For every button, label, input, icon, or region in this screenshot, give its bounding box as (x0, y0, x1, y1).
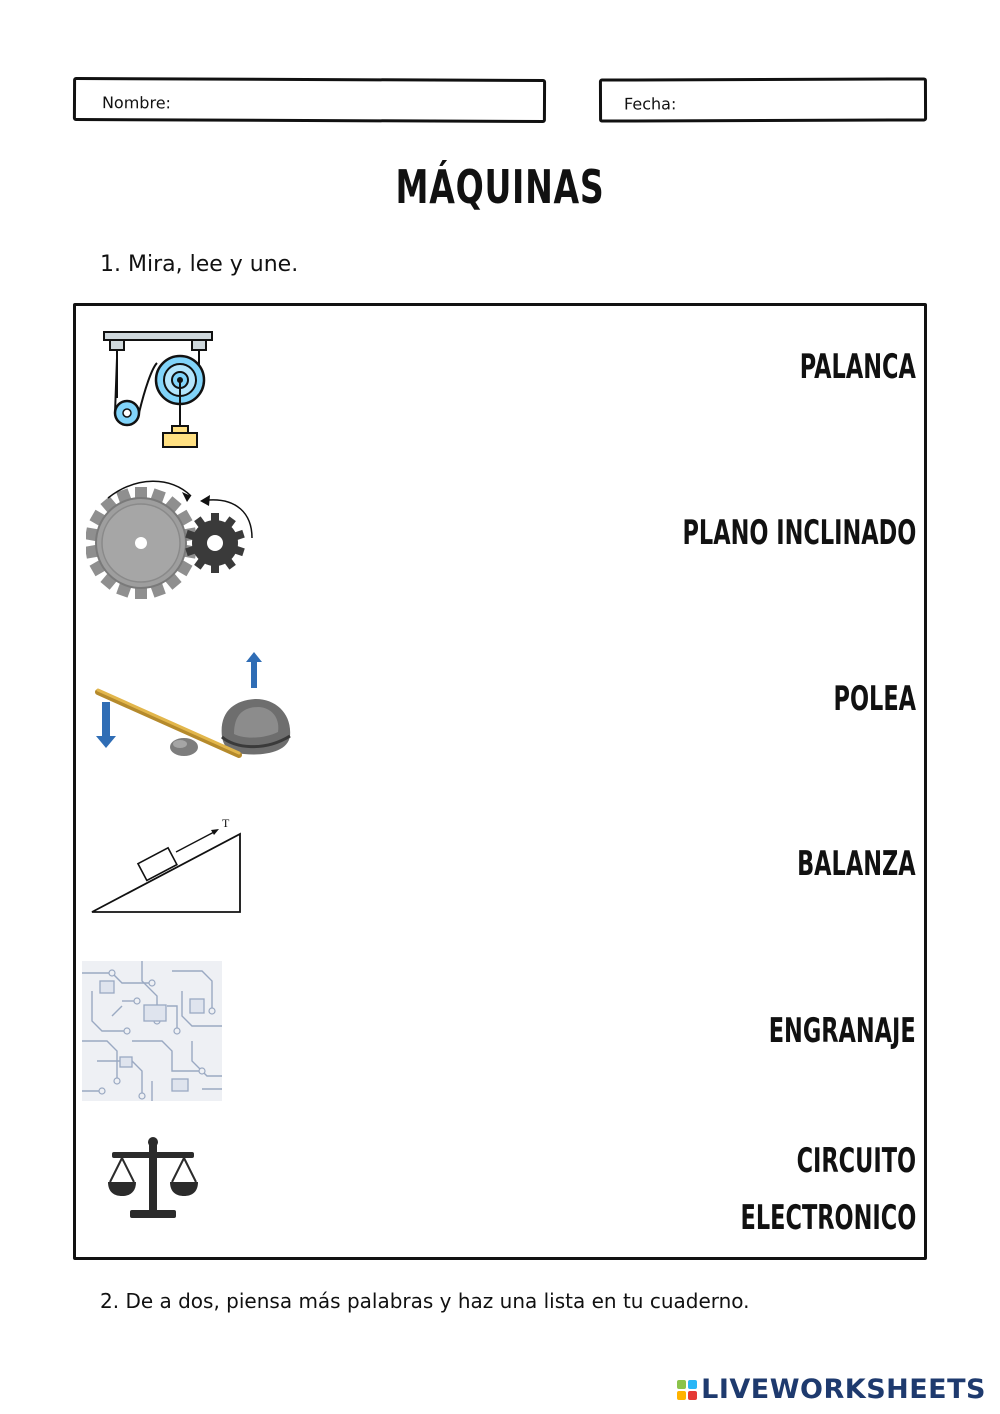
word-polea[interactable]: POLEA (833, 679, 916, 719)
logo-text: LIVEWORKSHEETS (701, 1374, 986, 1405)
gears-icon[interactable] (86, 478, 258, 600)
pulley-icon[interactable] (100, 328, 218, 453)
circuit-board-icon[interactable] (82, 961, 222, 1101)
date-field[interactable] (599, 77, 927, 122)
lever-icon[interactable] (94, 652, 299, 764)
inclined-plane-icon[interactable] (88, 814, 244, 916)
scale-icon[interactable] (108, 1136, 198, 1222)
word-engranaje[interactable]: ENGRANAJE (768, 1011, 916, 1051)
word-electronico[interactable]: ELECTRONICO (740, 1198, 916, 1238)
word-circuito[interactable]: CIRCUITO (796, 1141, 916, 1181)
exercise-1-instruction: 1. Mira, lee y une. (100, 252, 299, 277)
page-title: MÁQUINAS (395, 160, 605, 214)
svg-text:T: T (222, 816, 230, 830)
word-palanca[interactable]: PALANCA (799, 347, 916, 387)
exercise-2-instruction: 2. De a dos, piensa más palabras y haz una lista en tu cuaderno. (100, 1289, 750, 1313)
liveworksheets-logo (677, 1374, 986, 1405)
name-field[interactable] (73, 77, 546, 123)
date-label: Fecha: (623, 94, 677, 114)
word-plano-inclinado[interactable]: PLANO INCLINADO (682, 513, 916, 553)
word-balanza[interactable]: BALANZA (797, 844, 916, 884)
logo-squares-icon (677, 1380, 697, 1400)
name-label: Nombre: (101, 93, 171, 113)
